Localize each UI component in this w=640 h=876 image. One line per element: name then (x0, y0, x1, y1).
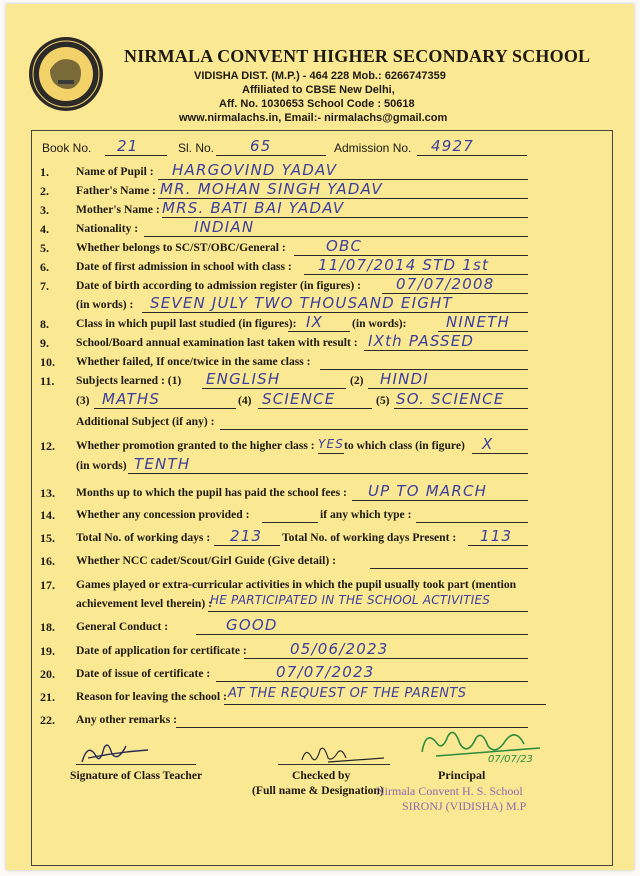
row-19: 19. Date of application for certificate : 05/06/2023 (6, 641, 634, 663)
class-teacher-label: Signature of Class Teacher (70, 769, 203, 782)
days-present-field[interactable] (468, 527, 528, 546)
label-pupil-name: Name of Pupil : (76, 165, 154, 178)
subject-1-field[interactable] (202, 370, 346, 389)
label-failed: Whether failed, If once/twice in the same class : (76, 355, 311, 368)
row-12-words (6, 456, 634, 478)
label-promotion: Whether promotion granted to the higher class : (76, 439, 315, 452)
serial-no-value: 65 (250, 137, 272, 155)
label-mother-name: Mother's Name : (76, 203, 160, 216)
last-exam-field[interactable] (364, 332, 528, 351)
row-6: 6. Date of first admission in school with class : 11/07/2014 STD 1st (6, 257, 634, 279)
subject-5-field[interactable] (394, 390, 528, 409)
row-11-c (6, 412, 634, 434)
subject-4-field[interactable] (258, 390, 372, 409)
last-exam-value: IXth PASSED (368, 332, 475, 350)
pupil-name-value: HARGOVIND YADAV (172, 161, 338, 179)
ncc-field[interactable] (370, 568, 528, 569)
row-7: 7. Date of birth according to admission register (in figures) : 07/07/2008 (6, 276, 634, 298)
label-dob-words: (in words) : (76, 298, 134, 311)
row-20: 20. Date of issue of certificate : 07/07/2023 (6, 664, 634, 686)
concession-field[interactable] (262, 522, 318, 523)
class-teacher-signature (78, 738, 158, 773)
nationality-value: INDIAN (194, 218, 255, 236)
label-category: Whether belongs to SC/ST/OBC/General : (76, 241, 286, 254)
row-11: 11. Subjects learned : (1) ENGLISH (2) HINDI (6, 371, 634, 393)
label-last-class-words: (in words): (352, 317, 407, 330)
label-last-class: Class in which pupil last studied (in figures): (76, 317, 297, 330)
label-additional-subject: Additional Subject (if any) : (76, 415, 215, 428)
working-days-value: 213 (230, 527, 263, 545)
label-application-date: Date of application for certificate : (76, 644, 247, 657)
last-class-words-value: NINETH (446, 313, 510, 331)
subject-4-value: SCIENCE (262, 390, 336, 408)
school-address: VIDISHA DIST. (M.P.) - 464 228 Mob.: 6266747359 (194, 70, 446, 82)
certificate-sheet (6, 4, 634, 870)
label-subject-3: (3) (76, 394, 90, 407)
label-fees-paid: Months up to which the pupil has paid the school fees : (76, 486, 347, 499)
concession-type-field[interactable] (416, 522, 528, 523)
label-leaving-reason: Reason for leaving the school : (76, 690, 227, 703)
label-conduct: General Conduct : (76, 620, 169, 633)
book-no-field[interactable] (105, 137, 167, 156)
subject-5-value: SO. SCIENCE (396, 390, 505, 408)
row-21: 21. Reason for leaving the school : AT THE REQUEST OF THE PARENTS (6, 687, 634, 709)
label-promoted-words: (in words) (76, 459, 127, 472)
label-issue-date: Date of issue of certificate : (76, 667, 211, 680)
principal-date: 07/07/23 (488, 754, 533, 765)
application-date-value: 05/06/2023 (290, 640, 389, 658)
leaving-reason-value: AT THE REQUEST OF THE PARENTS (228, 686, 467, 701)
label-ncc: Whether NCC cadet/Scout/Girl Guide (Give detail) : (76, 554, 336, 567)
games-field[interactable] (208, 593, 528, 612)
label-concession: Whether any concession provided : (76, 508, 250, 521)
label-games: Games played or extra-curricular activities in which the pupil usually took part (mention (76, 578, 517, 591)
promoted-class-field[interactable] (472, 435, 528, 454)
label-subject-2: (2) (350, 374, 364, 387)
label-last-exam: School/Board annual examination last taken with result : (76, 336, 358, 349)
label-first-admission: Date of first admission in school with class : (76, 260, 292, 273)
school-name: NIRMALA CONVENT HIGHER SECONDARY SCHOOL (124, 46, 591, 66)
working-days-field[interactable] (214, 527, 280, 546)
days-present-value: 113 (480, 527, 513, 545)
row-4: 4. Nationality : INDIAN (6, 219, 634, 241)
stamp-line-1: Nirmala Convent H. S. School (376, 784, 523, 798)
row-3: 3. Mother's Name : MRS. BATI BAI YADAV (6, 200, 634, 222)
principal-label: Principal (438, 768, 486, 782)
fees-paid-field[interactable] (352, 482, 528, 501)
designation-label: (Full name & Designation) (252, 784, 384, 797)
stamp-line-2: SIRONJ (VIDISHA) M.P (402, 799, 527, 813)
admission-no-value: 4927 (431, 137, 474, 155)
label-father-name: Father's Name : (76, 184, 156, 197)
row-12: 12. Whether promotion granted to the higher class : YES to which class (in figure) X (6, 436, 634, 458)
label-subject-4: (4) (238, 394, 252, 407)
last-class-figures-value: IX (306, 313, 324, 331)
last-class-figures-field[interactable] (288, 313, 350, 332)
row-2: 2. Father's Name : MR. MOHAN SINGH YADAV (6, 181, 634, 203)
label-subjects: Subjects learned : (1) (76, 374, 182, 387)
promoted-class-value: X (482, 435, 494, 453)
row-13: 13. Months up to which the pupil has paid the school fees : UP TO MARCH (6, 483, 634, 505)
subject-1-value: ENGLISH (206, 370, 281, 388)
school-stamp (376, 784, 523, 799)
application-date-field[interactable] (244, 640, 528, 659)
checked-by-label: Checked by (292, 769, 351, 782)
row-8: 8. Class in which pupil last studied (in figures): IX (in words): NINETH (6, 314, 634, 336)
admission-no-field[interactable] (417, 137, 527, 156)
mother-name-value: MRS. BATI BAI YADAV (162, 199, 345, 217)
book-no-value: 21 (117, 137, 139, 155)
affiliation: Affiliated to CBSE New Delhi, (242, 84, 395, 96)
label-dob-figures: Date of birth according to admission register (in figures) : (76, 279, 361, 292)
checker-sign-line (278, 764, 390, 765)
games-value: HE PARTICIPATED IN THE SCHOOL ACTIVITIES (210, 593, 491, 607)
father-name-value: MR. MOHAN SINGH YADAV (160, 180, 383, 198)
label-subject-5: (5) (376, 394, 390, 407)
book-row (6, 137, 634, 159)
promotion-field[interactable] (318, 437, 345, 454)
school-logo (28, 36, 104, 112)
website-email: www.nirmalachs.in, Email:- nirmalachs@gmail.com (179, 112, 448, 124)
promoted-words-value: TENTH (134, 455, 191, 473)
label-days-present: Total No. of working days Present : (282, 531, 457, 544)
issue-date-field[interactable] (216, 663, 528, 682)
row-18: 18. General Conduct : GOOD (6, 617, 634, 639)
label-promoted-class: to which class (in figure) (344, 439, 465, 452)
subject-2-field[interactable] (368, 370, 528, 389)
row-11-b (6, 391, 634, 413)
admission-no-label: Admission No. (334, 141, 412, 155)
dob-words-value: SEVEN JULY TWO THOUSAND EIGHT (150, 294, 453, 312)
issue-date-value: 07/07/2023 (276, 663, 375, 681)
affiliation-number: Aff. No. 1030653 School Code : 50618 (219, 98, 415, 110)
first-admission-value: 11/07/2014 STD 1st (318, 256, 490, 274)
row-16: 16. Whether NCC cadet/Scout/Girl Guide (Give detail) : (6, 551, 634, 573)
row-17: 17. Games played or extra-curricular activities in which the pupil usually took part (mention (40, 578, 517, 592)
subject-3-field[interactable] (94, 390, 236, 409)
serial-no-field[interactable] (216, 137, 326, 156)
serial-no-label: Sl. No. (178, 141, 215, 155)
label-working-days: Total No. of working days : (76, 531, 211, 544)
label-games-2: achievement level therein) : (76, 597, 212, 610)
row-9: 9. School/Board annual examination last taken with result : IXth PASSED (6, 333, 634, 355)
book-no-label: Book No. (42, 141, 92, 155)
label-concession-type: if any which type : (320, 508, 412, 521)
dob-figures-value: 07/07/2008 (396, 275, 495, 293)
category-value: OBC (326, 237, 363, 255)
row-17-b (6, 594, 634, 616)
row-14: 14. Whether any concession provided : if any which type : (6, 505, 634, 527)
row-5: 5. Whether belongs to SC/ST/OBC/General : OBC (6, 238, 634, 260)
promoted-words-field[interactable] (128, 455, 528, 474)
label-remarks: Any other remarks : (76, 713, 178, 726)
row-22: 22. Any other remarks : (6, 710, 634, 732)
row-15: 15. Total No. of working days : 213 Total No. of working days Present : 113 (6, 528, 634, 550)
subject-2-value: HINDI (380, 370, 429, 388)
class-teacher-sign-line (76, 764, 196, 765)
additional-subject-field[interactable] (220, 429, 528, 430)
fees-paid-value: UP TO MARCH (368, 482, 488, 500)
conduct-field[interactable] (196, 616, 528, 635)
row-10: 10. Whether failed, If once/twice in the same class : (6, 352, 634, 374)
label-nationality: Nationality : (76, 222, 139, 235)
row-1: 1. Name of Pupil : HARGOVIND YADAV (6, 162, 634, 184)
subject-3-value: MATHS (102, 390, 161, 408)
promotion-value: YES (318, 437, 345, 451)
school-stamp-2 (402, 799, 526, 814)
conduct-value: GOOD (226, 616, 278, 634)
